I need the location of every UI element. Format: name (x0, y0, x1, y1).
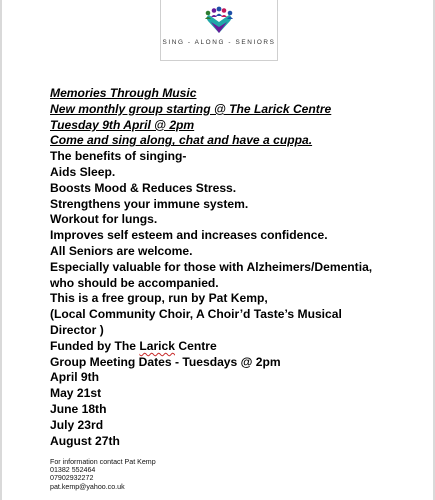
benefit-item: Improves self esteem and increases confidence. (50, 228, 328, 243)
sing-along-seniors-logo (160, 0, 278, 61)
benefit-item: Workout for lungs. (50, 212, 158, 227)
benefit-item: Boosts Mood & Reduces Stress. (50, 180, 237, 195)
benefit-item: Aids Sleep. (50, 164, 116, 179)
flyer-start-date: Tuesday 9th April @ 2pm (50, 117, 195, 132)
flyer-body (50, 86, 420, 449)
contact-info (50, 458, 156, 491)
free-group-line: This is a free group, run by Pat Kemp, (50, 291, 268, 306)
choir-line: (Local Community Choir, A Choir’d Taste’s Musical (50, 307, 342, 322)
contact-email: pat.kemp@yahoo.co.uk (50, 482, 125, 491)
flyer-title: Memories Through Music (50, 86, 197, 100)
benefit-item: Strengthens your immune system. (50, 196, 249, 211)
meeting-date: May 21st (50, 386, 102, 401)
benefits-heading: The benefits of singing- (50, 149, 187, 164)
contact-mobile: 07902932272 (50, 474, 94, 483)
flyer-announcement: New monthly group starting @ The Larick Centre (50, 101, 332, 116)
alzheimers-line: Especially valuable for those with Alzheimers/Dementia, (50, 259, 373, 274)
people-heart-logo-icon (201, 6, 237, 34)
meeting-date: June 18th (50, 401, 107, 416)
contact-phone: 01382 552464 (50, 466, 96, 475)
funded-prefix: Funded by The (50, 338, 140, 353)
funded-line (50, 339, 420, 355)
meeting-date: April 9th (50, 370, 100, 385)
flyer-invite: Come and sing along, chat and have a cuppa. (50, 133, 313, 148)
page-edge-left (0, 0, 2, 500)
spellcheck-word-larick: Larick (139, 338, 175, 353)
meeting-date: July 23rd (50, 417, 104, 432)
director-line: Director ) (50, 322, 104, 337)
funded-suffix: Centre (175, 338, 217, 353)
meeting-date: August 27th (50, 433, 120, 448)
meeting-dates-heading: Group Meeting Dates - Tuesdays @ 2pm (50, 354, 281, 369)
contact-label: For information contact Pat Kemp (50, 458, 156, 466)
accompanied-line: who should be accompanied. (50, 275, 219, 290)
logo-text: SING - ALONG - SENIORS (162, 39, 276, 46)
welcome-line: All Seniors are welcome. (50, 243, 193, 258)
